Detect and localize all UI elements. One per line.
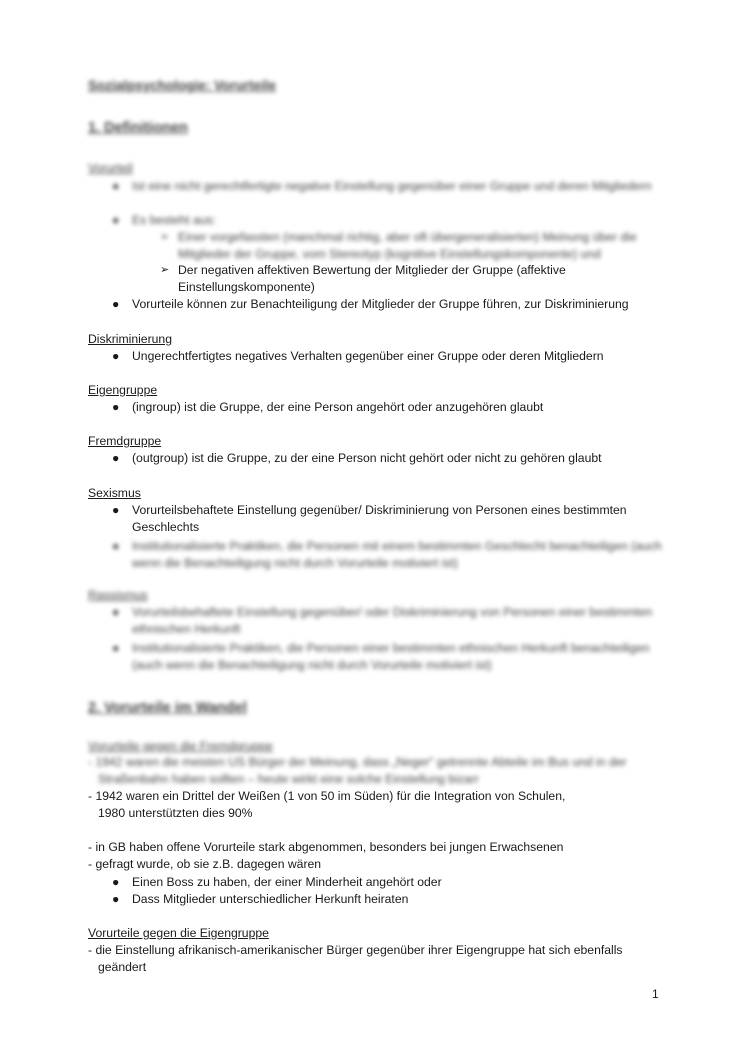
document-title: Sozialpsychologie: Vorurteile [88,78,277,93]
term-vorurteile-eigengruppe: Vorurteile gegen die Eigengruppe [88,926,269,940]
arrow-bullet-icon: ➢ [160,264,170,276]
sub-list-item-text: Der negativen affektiven Bewertung der Mitglieder der Gruppe (affektive Einstellungskomponente) [178,263,566,294]
bullet-icon: ● [112,179,120,193]
list-item-text: Institutionalisierte Praktiken, die Personen einer bestimmten ethnischen Herkunft benachteiligen (auch wenn die Benachteiligung nicht durch Vorurteile motiviert ist) [132,641,650,672]
paragraph [88,942,678,975]
term-vorurteil: Vorurteil [88,161,133,175]
bullet-icon: ● [112,451,120,465]
arrow-bullet-icon: ➢ [160,231,170,243]
bullet-icon: ● [112,605,120,619]
list-item-text: (outgroup) ist die Gruppe, zu der eine Person nicht gehört oder nicht zu gehören glaubt [132,451,602,465]
bullet-icon: ● [112,297,120,311]
bullet-icon: ● [112,213,120,227]
term-fremdgruppe: Fremdgruppe [88,434,162,448]
list-item-text: Vorurteilsbehaftete Einstellung gegenüber/ oder Diskriminierung von Personen einer bestimmten ethnischen Herkunft [132,605,653,636]
list-item-text: Es besteht aus: [132,213,217,227]
list-item-text: Einen Boss zu haben, der einer Minderheit angehört oder [132,875,442,889]
paragraph [88,839,678,872]
paragraph-line: - die Einstellung afrikanisch-amerikanischer Bürger gegenüber ihrer Eigengruppe hat sich ebenfalls [88,943,623,957]
term-rassismus: Rassismus [88,588,148,602]
paragraph-line: Straßenbahn haben sollten – heute wirkt eine solche Einstellung bizarr [98,771,479,786]
paragraph [88,788,678,821]
term-diskriminierung: Diskriminierung [88,332,172,346]
list-item-text: (ingroup) ist die Gruppe, der eine Person angehört oder anzugehören glaubt [132,400,544,414]
list-item-text: Institutionalisierte Praktiken, die Personen mit einem bestimmten Geschlecht benachteiligen (auch wenn die Benachteiligung nicht durch Vorurteile motiviert ist) [132,539,662,570]
term-sexismus: Sexismus [88,486,141,500]
bullet-icon: ● [112,400,120,414]
sub-list-item-text: Einer vorgefassten (manchmal richtig, aber oft übergeneralisierten) Meinung über die Mitglieder der Gruppe, vom Stereotyp (kognitive Einstellungskomponente) und [178,230,637,261]
paragraph-line: - 1942 waren ein Drittel der Weißen (1 von 50 im Süden) für die Integration von Schulen, [88,789,566,803]
paragraph-line: - gefragt wurde, ob sie z.B. dagegen wären [88,856,322,871]
paragraph-line: geändert [98,959,147,974]
paragraph [88,754,678,787]
list-item-text: Ungerechtfertigtes negatives Verhalten gegenüber einer Gruppe oder deren Mitgliedern [132,349,604,363]
paragraph-line: 1980 unterstützten dies 90% [98,805,253,820]
bullet-icon: ● [112,503,120,517]
paragraph-line: - 1942 waren die meisten US Bürger der Meinung, dass „Neger“ getrennte Abteile im Bus und in der [88,755,627,769]
bullet-icon: ● [112,875,120,889]
term-vorurteile-fremdgruppe: Vorurteile gegen die Fremdgruppe [88,739,273,753]
section-heading-wandel: 2. Vorurteile im Wandel [88,700,247,716]
bullet-icon: ● [112,641,120,655]
page-number: 1 [652,987,659,1001]
bullet-icon: ● [112,539,120,553]
list-item-text: Vorurteile können zur Benachteiligung der Mitglieder der Gruppe führen, zur Diskriminierung [132,297,629,311]
bullet-icon: ● [112,349,120,363]
list-item-text: Vorurteilsbehaftete Einstellung gegenüber/ Diskriminierung von Personen eines bestimmten Geschlechts [132,503,627,534]
bullet-icon: ● [112,892,120,906]
term-eigengruppe: Eigengruppe [88,383,158,397]
section-heading-definitionen: 1. Definitionen [88,120,188,136]
paragraph-line: - in GB haben offene Vorurteile stark abgenommen, besonders bei jungen Erwachsenen [88,840,564,854]
list-item-text: Ist eine nicht gerechtfertigte negative Einstellung gegenüber einer Gruppe und deren Mitgliedern [132,179,652,193]
list-item-text: Dass Mitglieder unterschiedlicher Herkunft heiraten [132,892,409,906]
